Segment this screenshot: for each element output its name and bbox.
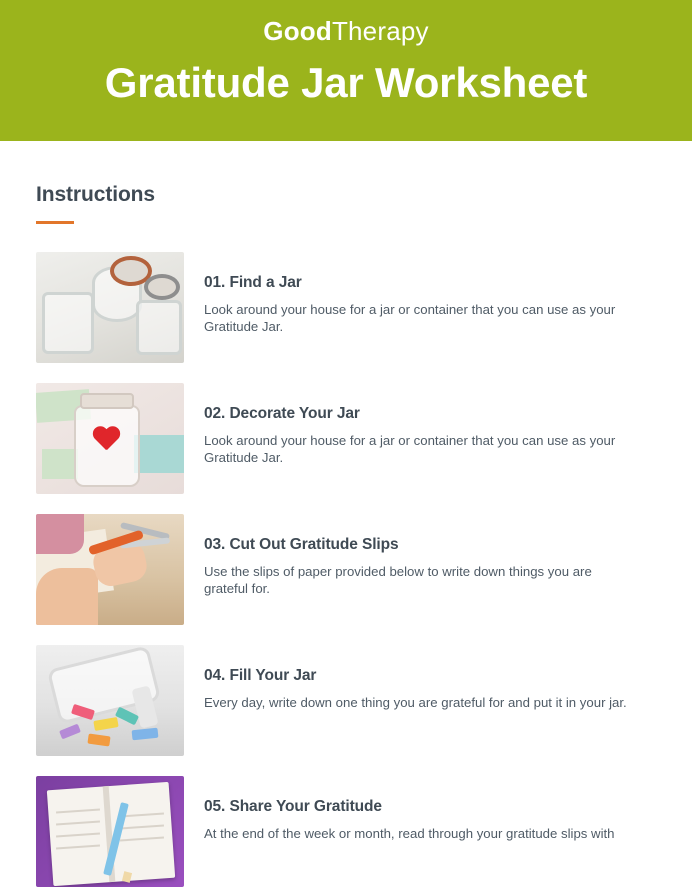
heading-underline-divider <box>36 221 74 224</box>
list-item <box>36 645 656 756</box>
step-title: 03. Cut Out Gratitude Slips <box>204 536 399 553</box>
step-text <box>184 383 656 466</box>
step-description: Look around your house for a jar or container that you can use as your Gratitude Jar. <box>204 302 616 334</box>
list-item <box>36 252 656 363</box>
list-item <box>36 514 656 625</box>
brand-logo <box>0 14 692 48</box>
page-title: Gratitude Jar Worksheet <box>104 59 588 106</box>
step-title: 01. Find a Jar <box>204 274 302 291</box>
step-text <box>184 252 656 335</box>
step-text <box>184 776 656 842</box>
step-title: 05. Share Your Gratitude <box>204 798 382 815</box>
step-title: 02. Decorate Your Jar <box>204 405 360 422</box>
step-text <box>184 514 656 597</box>
step-description: Every day, write down one thing you are grateful for and put it in your jar. <box>204 695 627 710</box>
notebook-and-pencil-photo <box>36 776 184 887</box>
brand-name-light: Therapy <box>331 16 429 46</box>
step-text <box>184 645 656 711</box>
step-title: 04. Fill Your Jar <box>204 667 317 684</box>
instructions-heading: Instructions <box>36 183 155 206</box>
jar-with-colored-slips-photo <box>36 645 184 756</box>
brand-name-bold: Good <box>263 16 332 46</box>
step-description: At the end of the week or month, read through your gratitude slips with <box>204 826 615 841</box>
glass-jars-photo <box>36 252 184 363</box>
child-cutting-paper-photo <box>36 514 184 625</box>
document-body <box>0 183 692 887</box>
instruction-steps-list <box>36 252 656 887</box>
list-item <box>36 383 656 494</box>
decorated-jar-with-heart-photo <box>36 383 184 494</box>
list-item <box>36 776 656 887</box>
step-description: Use the slips of paper provided below to write down things you are grateful for. <box>204 564 592 596</box>
step-description: Look around your house for a jar or container that you can use as your Gratitude Jar. <box>204 433 616 465</box>
document-header <box>0 0 692 141</box>
